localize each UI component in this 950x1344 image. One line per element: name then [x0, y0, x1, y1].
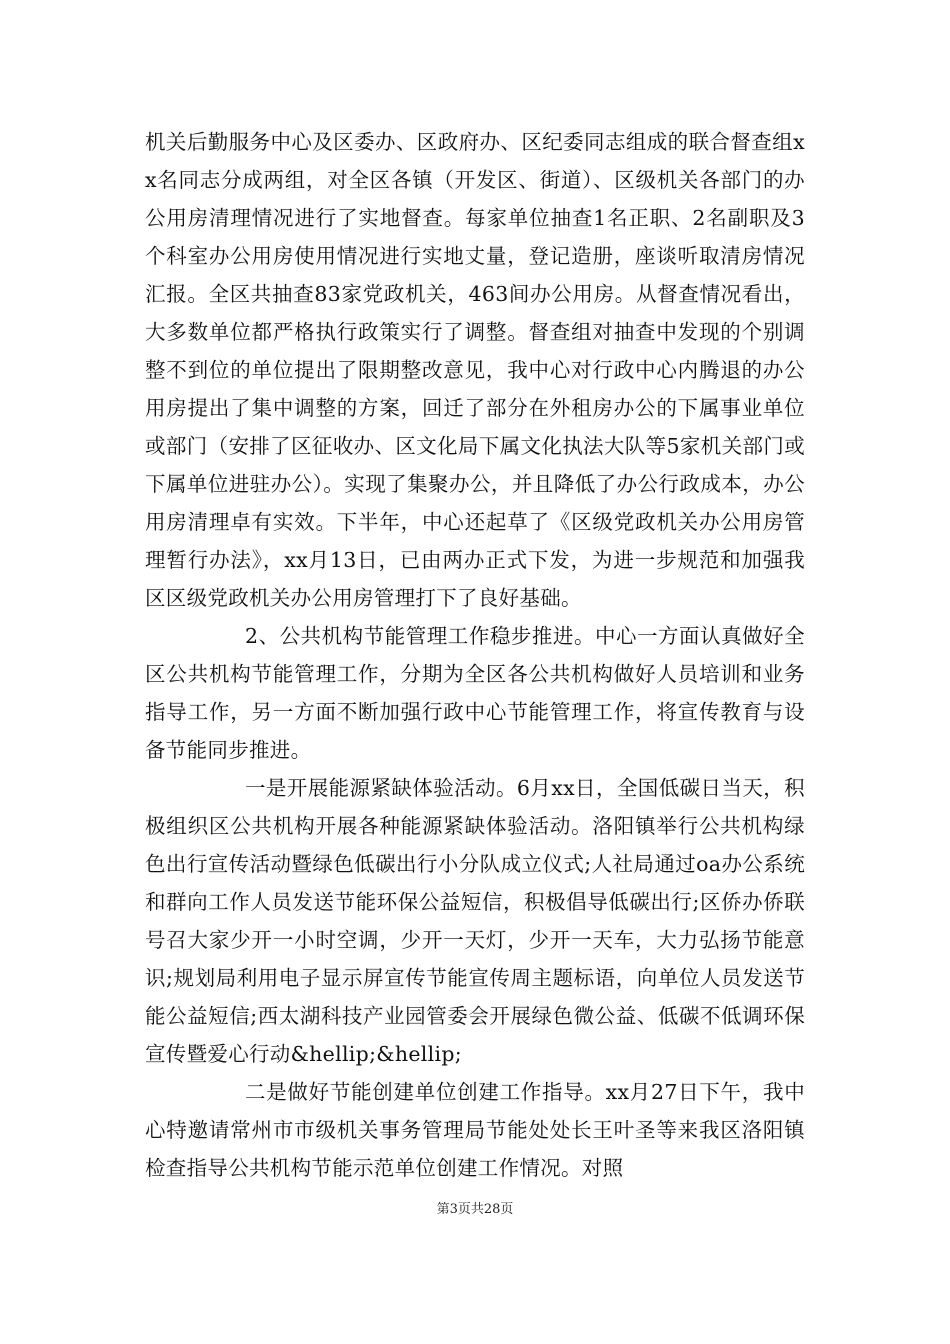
paragraph-energy-management: 2、公共机构节能管理工作稳步推进。中心一方面认真做好全区公共机构节能管理工作，分期为全区各公共机构做好人员培训和业务指导工作，另一方面不断加强行政中心节能管理工作，将宣传教育与设备节能同步推进。: [145, 624, 805, 762]
paragraph-office-inspection: 机关后勤服务中心及区委办、区政府办、区纪委同志组成的联合督查组xx名同志分成两组，对全区各镇（开发区、街道）、区级机关各部门的办公用房清理情况进行了实地督查。每家单位抽查1名正职、2名副职及3个科室办公用房使用情况进行实地丈量，登记造册，座谈听取清房情况汇报。全区共抽查83家党政机关，463间办公用房。从督查情况看出，大多数单位都严格执行政策实行了调整。督查组对抽查中发现的个别调整不到位的单位提出了限期整改意见，我中心对行政中心内腾退的办公用房提出了集中调整的方案，回迁了部分在外租房办公的下属事业单位或部门（安排了区征收办、区文化局下属文化执法大队等5家机关部门或下属单位进驻办公）。实现了集聚办公，并且降低了办公行政成本，办公用房清理卓有实效。下半年，中心还起草了《区级党政机关办公用房管理暂行办法》，xx月13日，已由两办正式下发，为进一步规范和加强我区区级党政机关办公用房管理打下了良好基础。: [145, 130, 805, 610]
paragraph-energy-shortage-activity: 一是开展能源紧缺体验活动。6月xx日，全国低碳日当天，积极组织区公共机构开展各种能源紧缺体验活动。洛阳镇举行公共机构绿色出行宣传活动暨绿色低碳出行小分队成立仪式;人社局通过oa办公系统和群向工作人员发送节能环保公益短信，积极倡导低碳出行;区侨办侨联号召大家少开一小时空调，少开一天灯，少开一天车，大力弘扬节能意识;规划局利用电子显示屏宣传节能宣传周主题标语，向单位人员发送节能公益短信;西太湖科技产业园管委会开展绿色微公益、低碳不低调环保宣传暨爱心行动&hellip;&hellip;: [145, 776, 805, 1066]
page-number-footer: 第3页共28页: [436, 1202, 514, 1217]
paragraph-energy-saving-guidance: 二是做好节能创建单位创建工作指导。xx月27日下午，我中心特邀请常州市市级机关事务管理局节能处处长王叶圣等来我区洛阳镇检查指导公共机构节能示范单位创建工作情况。对照: [145, 1080, 805, 1180]
document-body: [145, 123, 805, 1187]
